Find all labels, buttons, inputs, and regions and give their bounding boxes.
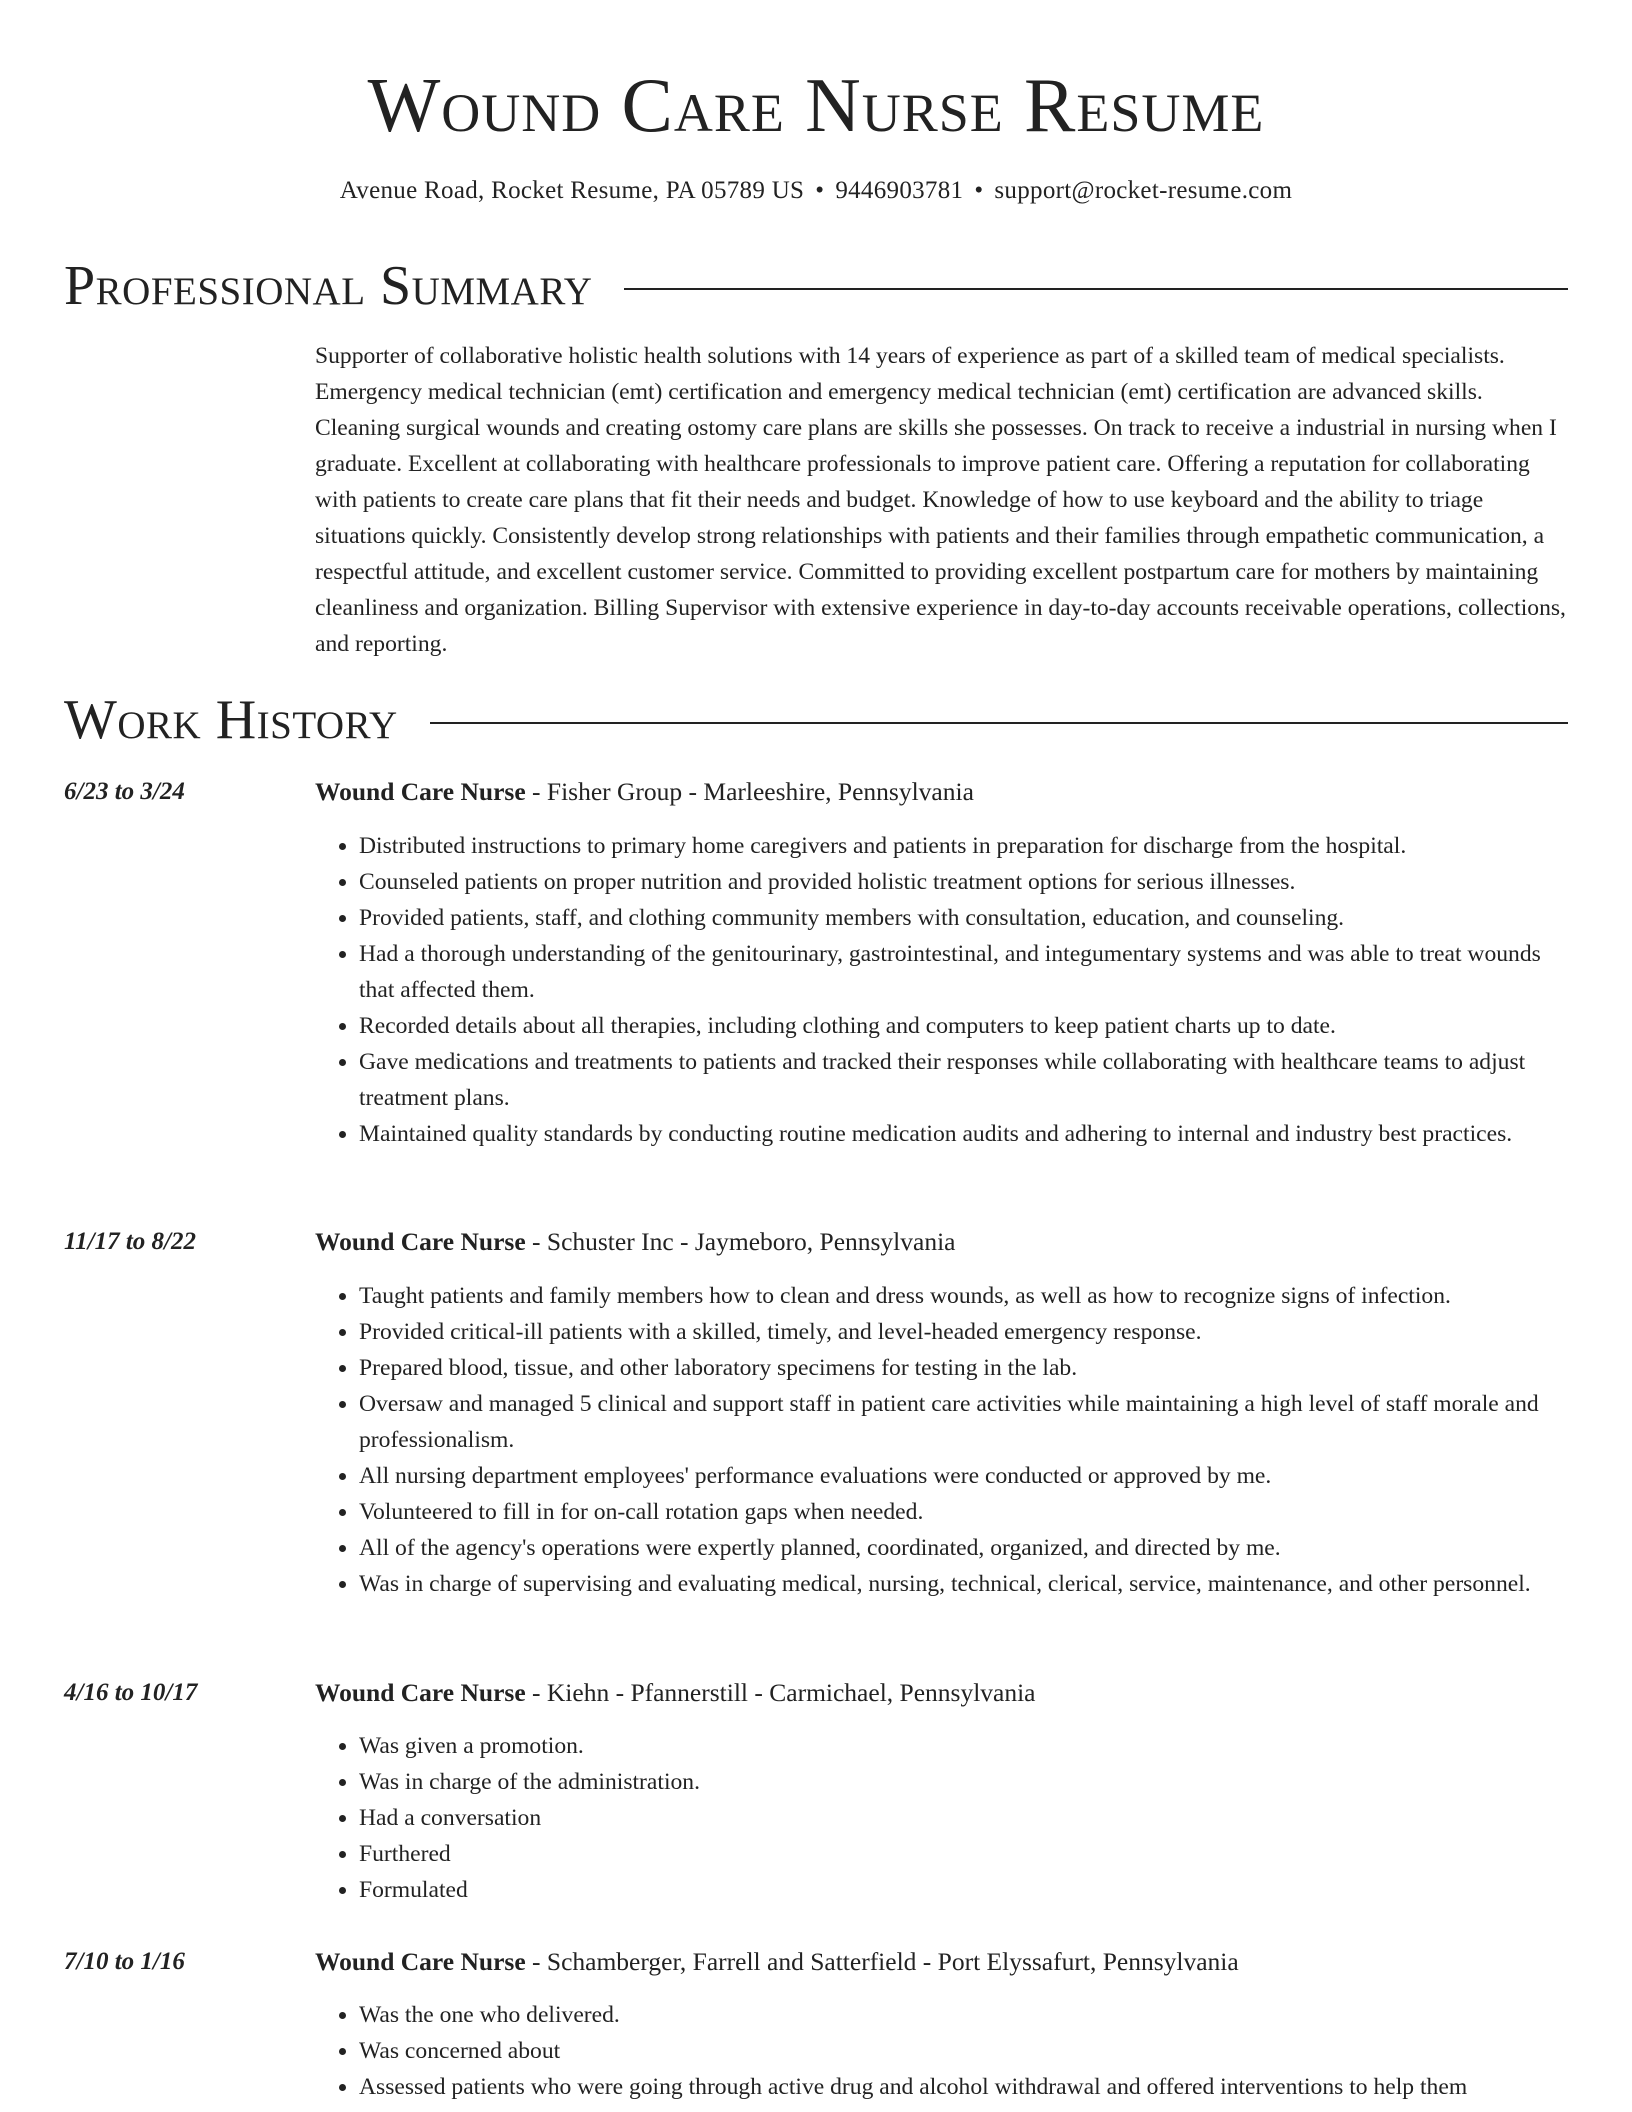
section-divider — [624, 288, 1568, 290]
job-dates: 11/17 to 8/22 — [64, 1228, 196, 1255]
job-role: Wound Care Nurse — [315, 1947, 526, 1976]
summary-text: Supporter of collaborative holistic health solutions with 14 years of experience as part of a skilled team of medical specialists. Emergency medical technician (emt) certification and emergency medical technician (emt) certification are advanced skills. Cleaning surgical wounds and creating ostomy care plans are skills she possesses. On track to receive a industrial in nursing when I graduate. Excellent at collaborating with healthcare professionals to improve patient care. Offering a reputation for collaborating with patients to create care plans that fit their needs and budget. Knowledge of how to use keyboard and the ability to triage situations quickly. Consistently develop strong relationships with patients and their families through empathetic communication, a respectful attitude, and excellent customer service. Committed to providing excellent postpartum care for mothers by maintaining cleanliness and organization. Billing Supervisor with extensive experience in day-to-day accounts receivable operations, collections, and reporting. — [315, 343, 1566, 657]
job-bullet: • Maintained quality standards by conducting routine medication audits and adhering to internal and industry best practices. — [359, 1116, 1568, 1152]
job-bullets — [315, 1278, 1568, 1602]
summary-section-header — [64, 254, 1568, 318]
job-bullet: • Formulated — [359, 1872, 1568, 1908]
job-bullet: • Provided patients, staff, and clothing community members with consultation, education, and counseling. — [359, 900, 1568, 936]
job-bullet: • Recorded details about all therapies, including clothing and computers to keep patient charts up to date. — [359, 1008, 1568, 1044]
contact-email: support@rocket-resume.com — [994, 177, 1293, 204]
job-bullet: • Volunteered to fill in for on-call rotation gaps when needed. — [359, 1494, 1568, 1530]
job-title-line — [315, 774, 1568, 810]
job-dates: 4/16 to 10/17 — [64, 1679, 198, 1706]
job-role: Wound Care Nurse — [315, 1678, 526, 1707]
job-bullet: • Gave medications and treatments to patients and tracked their responses while collaborating with healthcare teams to adjust treatment plans. — [359, 1044, 1568, 1116]
job-dates: 7/10 to 1/16 — [64, 1948, 185, 1975]
job-employer: - Schamberger, Farrell and Satterfield - Port Elyssafurt, Pennsylvania — [525, 1947, 1239, 1976]
job-bullets — [315, 828, 1568, 1152]
job-bullet: • Provided critical-ill patients with a skilled, timely, and level-headed emergency response. — [359, 1314, 1568, 1350]
job-employer: - Kiehn - Pfannerstill - Carmichael, Pennsylvania — [525, 1678, 1036, 1707]
job-bullet: • Had a conversation — [359, 1800, 1568, 1836]
job-dates: 6/23 to 3/24 — [64, 778, 185, 805]
job-bullet: • Was in charge of supervising and evaluating medical, nursing, technical, clerical, service, maintenance, and other personnel. — [359, 1566, 1568, 1602]
job-bullet: • Was the one who delivered. — [359, 1997, 1568, 2033]
job-title-line — [315, 1675, 1568, 1711]
job-bullet: • All of the agency's operations were expertly planned, coordinated, organized, and directed by me. — [359, 1530, 1568, 1566]
contact-separator: • — [974, 177, 984, 204]
work-heading: Work History — [64, 689, 398, 751]
contact-phone: 9446903781 — [835, 177, 964, 204]
job-bullet: • Was concerned about — [359, 2033, 1568, 2069]
contact-line — [64, 174, 1568, 208]
job-title-line — [315, 1224, 1568, 1260]
job-title-line — [315, 1944, 1568, 1980]
job-bullet: • Had a thorough understanding of the genitourinary, gastrointestinal, and integumentary systems and was able to treat wounds that affected them. — [359, 936, 1568, 1008]
job-role: Wound Care Nurse — [315, 1227, 526, 1256]
job-bullet: • Prepared blood, tissue, and other laboratory specimens for testing in the lab. — [359, 1350, 1568, 1386]
job-employer: - Schuster Inc - Jaymeboro, Pennsylvania — [525, 1227, 956, 1256]
work-section-header — [64, 688, 1568, 752]
job-bullet: • Counseled patients on proper nutrition and provided holistic treatment options for serious illnesses. — [359, 864, 1568, 900]
job-bullet: • Oversaw and managed 5 clinical and support staff in patient care activities while maintaining a high level of staff morale and professionalism. — [359, 1386, 1568, 1458]
job-role: Wound Care Nurse — [315, 777, 526, 806]
job-bullet: • Furthered — [359, 1836, 1568, 1872]
job-bullet: • All nursing department employees' performance evaluations were conducted or approved by me. — [359, 1458, 1568, 1494]
job-bullets — [315, 1997, 1568, 2105]
summary-heading: Professional Summary — [64, 255, 593, 317]
contact-address: Avenue Road, Rocket Resume, PA 05789 US — [339, 177, 805, 204]
job-employer: - Fisher Group - Marleeshire, Pennsylvania — [525, 777, 974, 806]
resume-title: Wound Care Nurse Resume — [367, 62, 1265, 148]
job-bullet: • Was in charge of the administration. — [359, 1764, 1568, 1800]
section-divider — [430, 722, 1568, 724]
job-bullets — [315, 1728, 1568, 1908]
job-bullet: • Distributed instructions to primary home caregivers and patients in preparation for discharge from the hospital. — [359, 828, 1568, 864]
job-bullet: • Assessed patients who were going through active drug and alcohol withdrawal and offered interventions to help them — [359, 2069, 1568, 2105]
contact-separator: • — [815, 177, 825, 204]
job-bullet: • Taught patients and family members how to clean and dress wounds, as well as how to recognize signs of infection. — [359, 1278, 1568, 1314]
job-bullet: • Was given a promotion. — [359, 1728, 1568, 1764]
